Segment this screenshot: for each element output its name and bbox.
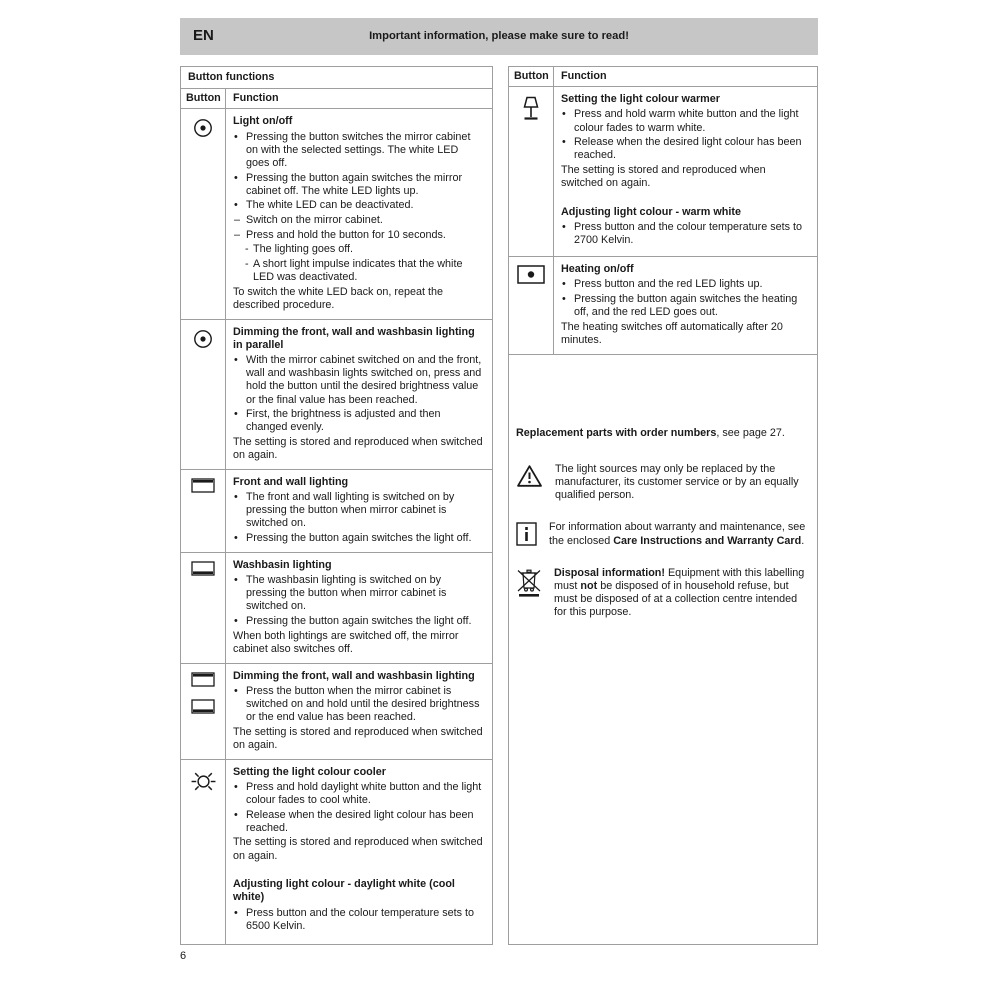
button-cell [181, 320, 226, 469]
spacer [561, 192, 809, 205]
list-text: Release when the desired light colour has been reached. [246, 808, 474, 834]
paragraph: The heating switches off automatically after 20 minutes. [561, 320, 783, 347]
sub-heading: Adjusting light colour - daylight white (cool white) [233, 878, 455, 904]
list-marker: • [234, 615, 238, 628]
sun-icon [190, 768, 217, 795]
table-row [181, 553, 492, 664]
function-cell [554, 87, 817, 256]
list-text: Press and hold warm white button and the light colour fades to warm white. [574, 108, 799, 134]
bold-text: not [580, 579, 598, 592]
text: The light sources may only be replaced by the manufacturer, its customer service or by an equally qualified person. [555, 462, 799, 502]
list-item [233, 491, 484, 531]
list-marker: • [234, 491, 238, 504]
list-marker: • [234, 684, 238, 697]
function-cell [226, 664, 492, 759]
list-text: Pressing the button switches the mirror cabinet on with the selected settings. The white LED goes off. [246, 130, 471, 169]
function-cell [226, 760, 492, 944]
table-row [181, 109, 492, 319]
button-cell [181, 664, 226, 759]
list-item [561, 136, 809, 162]
list-marker: • [562, 278, 566, 291]
table-row [181, 470, 492, 553]
list-marker: - [245, 243, 249, 256]
list-text: A short light impulse indicates that the white LED was deactivated. [253, 258, 463, 284]
bold-text: Care Instructions and Warranty Card [613, 534, 802, 547]
note-text [554, 567, 807, 620]
replacement-parts-note [516, 427, 807, 440]
table-row [181, 760, 492, 944]
list-item [561, 293, 809, 319]
column-header-function: Function [233, 92, 279, 105]
table-row [509, 87, 817, 257]
table-title: Button functions [181, 67, 492, 89]
table-row [181, 664, 492, 760]
paragraph: To switch the white LED back on, repeat the described procedure. [233, 285, 444, 312]
header-bar [180, 18, 818, 55]
list-marker: - [245, 258, 249, 271]
table-row [509, 257, 817, 355]
list-marker: • [234, 171, 238, 184]
function-cell [226, 553, 492, 663]
table-header-row [509, 67, 817, 87]
list-text: Press button and the colour temperature sets to 6500 Kelvin. [246, 906, 475, 932]
washbasin-light-icon [191, 699, 215, 714]
list-text: Pressing the button again switches the heating off, and the red LED goes out. [574, 293, 798, 319]
list-item [233, 172, 484, 198]
row-heading: Front and wall lighting [233, 475, 349, 488]
info-icon [516, 522, 537, 547]
list-item [233, 131, 484, 171]
button-cell [181, 553, 226, 663]
list-marker: • [234, 354, 238, 367]
list-item [233, 907, 484, 933]
list-item [233, 781, 484, 807]
text: , see page 27. [716, 426, 785, 439]
list-item [233, 229, 484, 242]
list-item [233, 354, 484, 407]
paragraph: The setting is stored and reproduced when switched on again. [561, 164, 766, 190]
list-item [233, 574, 484, 614]
button-functions-table-continued [508, 66, 818, 945]
note-item [516, 567, 807, 620]
note-item [516, 463, 807, 503]
weee-bin-icon [516, 568, 542, 620]
text: be disposed of in household refuse, but must be disposed of at a collection centre intended for this purpose. [554, 579, 798, 619]
button-functions-table [180, 66, 493, 945]
list-text: The white LED can be deactivated. [246, 199, 414, 212]
list-text: Press and hold daylight white button and the light colour fades to cool white. [246, 780, 482, 806]
list-item [233, 532, 484, 545]
function-cell [226, 109, 492, 318]
button-cell [181, 760, 226, 944]
list-item [561, 221, 809, 247]
sub-heading: Adjusting light colour - warm white [561, 205, 741, 218]
button-cell [181, 109, 226, 318]
list-text: Pressing the button again switches the light off. [246, 532, 472, 545]
list-text: First, the brightness is adjusted and then changed evenly. [246, 408, 441, 434]
column-header-button: Button [509, 67, 554, 86]
list-text: Press and hold the button for 10 seconds. [246, 228, 446, 241]
spacer [233, 864, 484, 877]
list-marker: • [562, 293, 566, 306]
list-text: Pressing the button again switches the mirror cabinet off. The white LED lights up. [246, 171, 463, 197]
list-marker: • [562, 136, 566, 149]
lamp-icon [520, 95, 542, 125]
row-heading: Dimming the front, wall and washbasin lighting in parallel [233, 325, 475, 351]
row-heading: Dimming the front, wall and washbasin lighting [233, 669, 475, 682]
list-text: Press button and the red LED lights up. [574, 278, 763, 291]
list-item [233, 243, 484, 256]
list-text: The lighting goes off. [253, 243, 354, 256]
front-wall-light-icon [191, 478, 215, 493]
button-cell [509, 87, 554, 256]
heating-icon [517, 265, 545, 284]
note-text [555, 463, 807, 503]
bold-text: Disposal information! [554, 566, 665, 579]
paragraph: The setting is stored and reproduced when switched on again. [233, 836, 483, 862]
row-heading: Heating on/off [561, 263, 634, 276]
language-code: EN [193, 27, 214, 45]
paragraph: The setting is stored and reproduced when switched on again. [233, 436, 483, 462]
power-light-icon [192, 117, 214, 139]
list-item [233, 809, 484, 835]
list-item [561, 278, 809, 291]
row-heading: Washbasin lighting [233, 558, 332, 571]
table-header-row [181, 89, 492, 109]
function-cell [554, 257, 817, 354]
list-marker: • [234, 532, 238, 545]
left-table-rows [181, 109, 492, 944]
note-item [516, 521, 807, 547]
bold-text: Replacement parts with order numbers [516, 426, 717, 439]
list-item [233, 258, 484, 284]
list-text: With the mirror cabinet switched on and the front, wall and washbasin lights switched on, press and hold the button until the desired brightness value or the final value has been reached. [246, 354, 482, 406]
table-row [181, 320, 492, 470]
row-heading: Setting the light colour cooler [233, 765, 386, 778]
list-text: Press button and the colour temperature sets to 2700 Kelvin. [574, 221, 803, 247]
list-item [233, 685, 484, 725]
list-text: The washbasin lighting is switched on by pressing the button when mirror cabinet is switched on. [246, 574, 447, 613]
page-title: Important information, please make sure to read! [369, 29, 629, 42]
paragraph: The setting is stored and reproduced when switched on again. [233, 725, 483, 751]
list-marker: – [234, 214, 241, 227]
list-text: Press the button when the mirror cabinet is switched on and hold until the desired brightness or the end value has been reached. [246, 684, 480, 724]
list-text: Release when the desired light colour has been reached. [574, 136, 802, 162]
list-item [233, 214, 484, 227]
list-marker: – [234, 228, 241, 241]
column-header-button: Button [181, 89, 226, 108]
list-text: The front and wall lighting is switched on by pressing the button when mirror cabinet is switched on. [246, 491, 455, 530]
list-text: Switch on the mirror cabinet. [246, 214, 383, 227]
list-marker: • [234, 808, 238, 821]
function-cell [226, 470, 492, 552]
note-text [549, 521, 807, 547]
list-marker: • [562, 221, 566, 234]
text: Equipment with this labelling must [554, 566, 805, 592]
notes-section [509, 355, 817, 944]
list-item [233, 615, 484, 628]
right-table-rows [509, 87, 817, 355]
list-marker: • [234, 199, 238, 212]
power-light-icon [192, 328, 214, 350]
list-item [233, 408, 484, 434]
function-cell [226, 320, 492, 469]
button-cell [509, 257, 554, 354]
text: . [801, 534, 805, 547]
front-wall-light-icon [191, 672, 215, 687]
list-item [561, 108, 809, 134]
list-text: Pressing the button again switches the light off. [246, 615, 472, 628]
column-header-function: Function [561, 70, 607, 82]
warning-icon [516, 464, 543, 503]
text: For information about warranty and maintenance, see the enclosed [549, 521, 806, 547]
button-cell [181, 470, 226, 552]
row-heading: Setting the light colour warmer [561, 93, 720, 106]
list-marker: • [562, 108, 566, 121]
washbasin-light-icon [191, 561, 215, 576]
row-heading: Light on/off [233, 115, 293, 128]
list-marker: • [234, 574, 238, 586]
list-marker: • [234, 408, 238, 421]
paragraph: When both lightings are switched off, the mirror cabinet also switches off. [233, 629, 459, 655]
list-marker: • [234, 780, 238, 793]
page-number: 6 [180, 950, 187, 962]
list-marker: • [234, 906, 238, 919]
list-marker: • [234, 130, 238, 143]
list-item [233, 199, 484, 212]
